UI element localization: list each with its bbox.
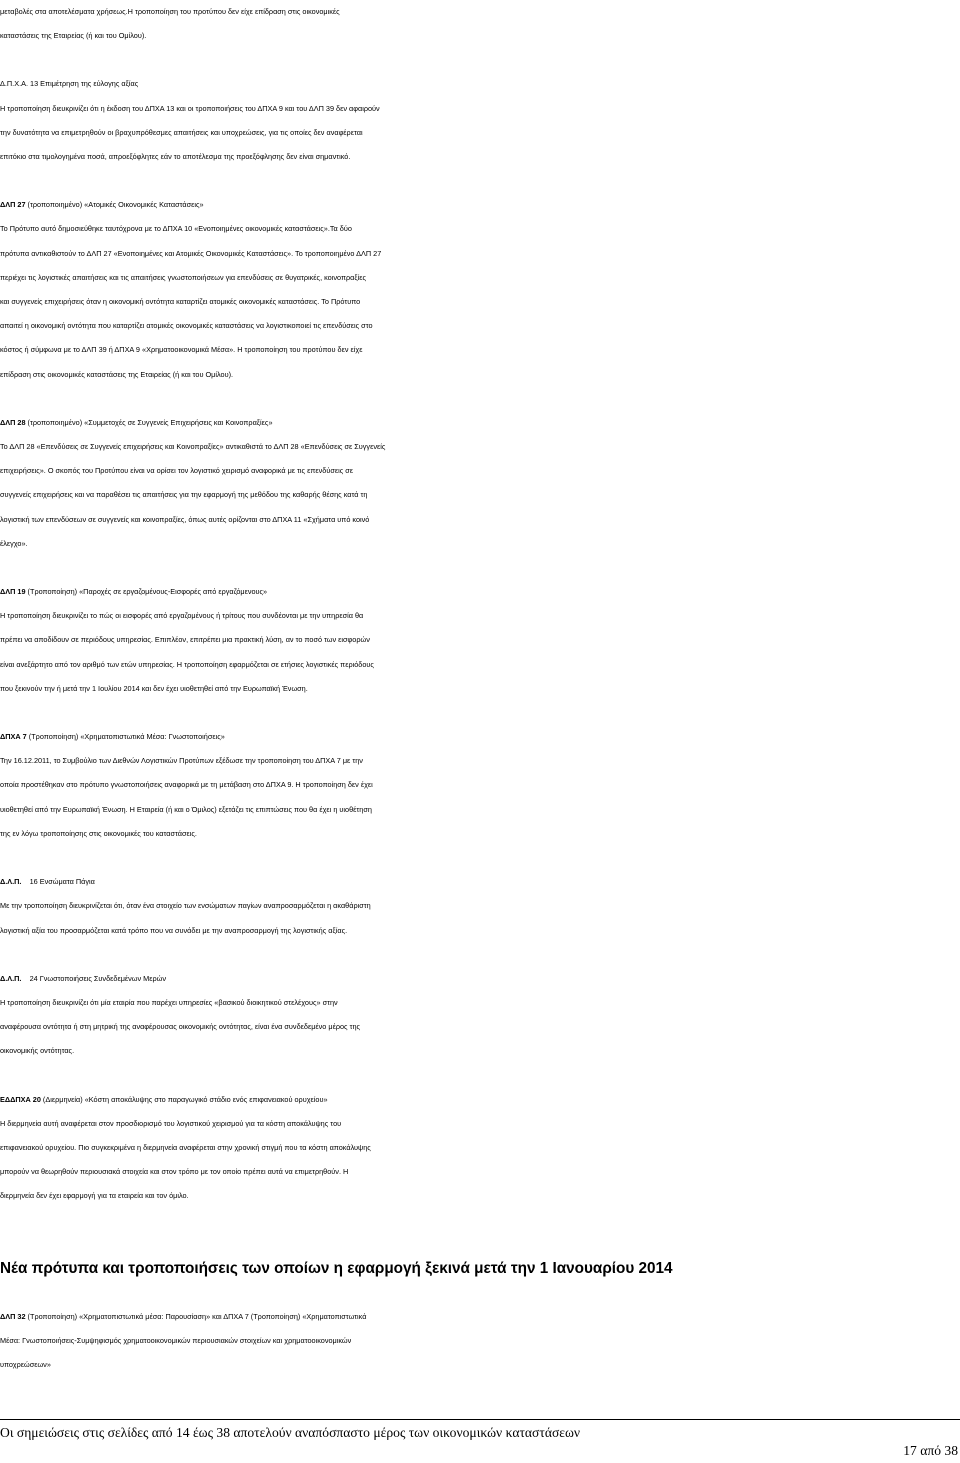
section-edpxa20 — [0, 1088, 960, 1209]
spacer — [0, 846, 960, 870]
text-line: λογιστική αξία του προσαρμόζεται κατά τρόπο που να συνάδει με την αναπροσαρμογή της λογιστικής αξίας. — [0, 925, 348, 935]
section-dlp19 — [0, 580, 960, 701]
spacer — [0, 387, 960, 411]
text-line: και συγγενείς επιχειρήσεις όταν η οικονομική οντότητα καταρτίζει ατομικές οικονομικές καταστάσεις. Το Πρότυπο — [0, 297, 361, 307]
heading-text: (τροποποιημένο) «Ατομικές Οικονομικές Καταστάσεις» — [25, 200, 204, 210]
standard-code: ΕΔΔΠΧΑ 20 — [0, 1094, 41, 1104]
text-line: μπορούν να θεωρηθούν περιουσιακά στοιχεία και στον τρόπο με τον οποίο πρέπει αυτά να επιμετρηθούν. Η — [0, 1167, 349, 1177]
continuation-paragraph — [0, 0, 960, 48]
text-line: την δυνατότητα να επιμετρηθούν οι βραχυπρόθεσμες απαιτήσεις και υποχρεώσεις, για τις οποίες δεν αναφέρεται — [0, 127, 363, 137]
heading-text: (Διερμηνεία) «Κόστη αποκάλυψης στο παραγωγικό στάδιο ενός επιφανειακού ορυχείου» — [40, 1094, 328, 1104]
text-line: υποχρεώσεων» — [0, 1359, 51, 1369]
spacer — [0, 169, 960, 193]
heading-text: (Τροποποίηση) «Χρηματοπιστωτικά μέσα: Παρουσίαση» και ΔΠΧΑ 7 (Τροποποίηση) «Χρηματοπιστωτικά — [25, 1311, 367, 1321]
text-line: Το Πρότυπο αυτό δημοσιεύθηκε ταυτόχρονα με το ΔΠΧΑ 10 «Ενοποιημένες οικονομικές καταστάσεις».Τα δύο — [0, 224, 352, 234]
standard-code: Δ.Λ.Π. — [0, 877, 22, 887]
section-heading — [0, 1088, 960, 1112]
section-dlp32 — [0, 1305, 960, 1378]
text-line: Μέσα: Γνωστοποιήσεις-Συμψηφισμός χρηματοοικονομικών περιουσιακών στοιχείων και χρηματοοικονομικών — [0, 1335, 352, 1345]
text-line: επίδραση στις οικονομικές καταστάσεις της Εταιρείας (ή και του Ομίλου). — [0, 369, 234, 379]
section-heading — [0, 193, 960, 217]
text-line: που ξεκινούν την ή μετά την 1 Ιουλίου 2014 και δεν έχει υιοθετηθεί από την Ευρωπαϊκή Ένωση. — [0, 683, 308, 693]
text-line: επιχειρήσεις». Ο σκοπός του Προτύπου είναι να ορίσει τον λογιστικό χειρισμό αναφορικά με τις επενδύσεις σε — [0, 466, 354, 476]
standard-code: ΔΛΠ 27 — [0, 200, 26, 210]
heading-text: (Τροποποίηση) «Χρηματοπιστωτικά Μέσα: Γνωστοποιήσεις» — [26, 732, 225, 742]
text-line: επιφανειακού ορυχείου. Πιο συγκεκριμένα η διερμηνεία αναφέρεται στην χρονική στιγμή που τα κόστη αποκάλυψης — [0, 1142, 371, 1152]
text-line: καταστάσεις της Εταιρείας (ή και του Ομίλου). — [0, 31, 147, 41]
section-dpxa7 — [0, 725, 960, 846]
text-line: Με την τροποποίηση διευκρινίζεται ότι, όταν ένα στοιχείο των ενσώματων παγίων αναπροσαρμόζεται η ακαθάριστη — [0, 901, 371, 911]
standard-code: Δ.Λ.Π. — [0, 973, 22, 983]
text-line: οποία προστέθηκαν στο πρότυπο γνωστοποιήσεις αναφορικά με τη μετάβαση στο ΔΠΧΑ 9. Η τροποποίηση δεν έχει — [0, 780, 373, 790]
text-line: επιτόκιο στα τιμολογημένα ποσά, απροεξόφλητες εάν το αποτέλεσμα της προεξόφλησης δεν είναι σημαντικό. — [0, 152, 351, 162]
text-line: Η διερμηνεία αυτή αναφέρεται στον προσδιορισμό του λογιστικού χειρισμού για τα κόστη αποκάλυψης του — [0, 1118, 342, 1128]
text-line: Η τροποποίηση διευκρινίζει ότι η έκδοση του ΔΠΧΑ 13 και οι τροποποιήσεις του ΔΠΧΑ 9 και του ΔΛΠ 39 δεν αφαιρούν — [0, 103, 380, 113]
spacer — [0, 1209, 960, 1257]
section-dlp27 — [0, 193, 960, 387]
text-line: πρότυπα αντικαθιστούν το ΔΛΠ 27 «Ενοποιημένες και Ατομικές Οικονομικές Καταστάσεις». Το τροποποιημένο ΔΛΠ 27 — [0, 248, 382, 258]
text-line: απαιτεί η οικονομική οντότητα που καταρτίζει ατομικές οικονομικές καταστάσεις να λογιστικοποιεί τις επενδύσεις στο — [0, 321, 373, 331]
heading-text: (Τροποποίηση) «Παροχές σε εργαζομένους-Εισφορές από εργαζόμενους» — [25, 587, 268, 597]
text-line: πρέπει να αποδίδουν σε περιόδους υπηρεσίας. Επιπλέον, επιτρέπει μια πρακτική λύση, αν το ποσό των εισφορών — [0, 635, 370, 645]
page-number: 17 από 38 — [903, 1443, 958, 1458]
standard-code: ΔΛΠ 28 — [0, 417, 26, 427]
spacer — [0, 943, 960, 967]
text-line: κόστος ή σύμφωνα με το ΔΛΠ 39 ή ΔΠΧΑ 9 «Χρηματοοικονομικά Μέσα». Η τροποποίηση του προτύπου δεν είχε — [0, 345, 363, 355]
section-heading — [0, 967, 960, 991]
footer-divider — [0, 1419, 960, 1420]
text-line: έλεγχο». — [0, 538, 28, 548]
text-line: της εν λόγω τροποποίησης στις οικονομικές του καταστάσεις. — [0, 828, 197, 838]
footer-note: Οι σημειώσεις στις σελίδες από 14 έως 38 αποτελούν αναπόσπαστο μέρος των οικονομικών καταστάσεων — [0, 1425, 581, 1440]
text-line: Η τροποποίηση διευκρινίζει ότι μία εταιρία που παρέχει υπηρεσίες «βασικού διοικητικού στελέχους» στην — [0, 997, 338, 1007]
text-line: Η τροποποίηση διευκρινίζει το πώς οι εισφορές από εργαζομένους ή τρίτους που συνδέονται με την υπηρεσία θα — [0, 611, 364, 621]
text-line: υιοθετηθεί από την Ευρωπαϊκή Ένωση. Η Εταιρεία (ή και ο Όμιλος) εξετάζει τις επιπτώσεις που θα έχει η υιοθέτηση — [0, 804, 372, 814]
section-dpxa13 — [0, 72, 960, 169]
standard-code: ΔΛΠ 19 — [0, 587, 26, 597]
spacer — [0, 48, 960, 72]
text-line: συγγενείς επιχειρήσεις και να παραθέσει τις απαιτήσεις για την εφαρμογή της μεθόδου της καθαρής θέσης κατά τη — [0, 490, 368, 500]
spacer — [0, 701, 960, 725]
text-line: Την 16.12.2011, το Συμβούλιο των Διεθνών Λογιστικών Προτύπων εξέδωσε την τροποποίηση του ΔΠΧΑ 7 με την — [0, 756, 363, 766]
spacer — [0, 556, 960, 580]
standard-code: Δ.Π.Χ.Α. — [0, 79, 28, 89]
section-heading — [0, 870, 960, 894]
section-heading — [0, 725, 960, 749]
text-line: αναφέρουσα οντότητα ή στη μητρική της αναφέρουσας οικονομικής οντότητας, είναι ένα συνδεδεμένο μέρος της — [0, 1022, 361, 1032]
heading-text: 13 Επιμέτρηση της εύλογης αξίας — [28, 79, 139, 89]
spacer — [0, 1064, 960, 1088]
text-line: περιέχει τις λογιστικές απαιτήσεις και τις απαιτήσεις γνωστοποιήσεων για επενδύσεις σε θυγατρικές, κοινοπραξίες — [0, 272, 367, 282]
spacer — [0, 1281, 960, 1305]
text-line: μεταβολές στα αποτελέσματα χρήσεως.Η τροποποίηση του προτύπου δεν είχε επίδραση στις οικονομικές — [0, 7, 340, 16]
section-heading — [0, 580, 960, 604]
text-line: είναι ανεξάρτητο από τον αριθμό των ετών υπηρεσίας. Η τροποποίηση εφαρμόζεται σε ετήσιες λογιστικές περιόδους — [0, 659, 374, 669]
text-line: Το ΔΛΠ 28 «Επενδύσεις σε Συγγενείς επιχειρήσεις και Κοινοπραξίες» αντικαθιστά το ΔΛΠ 28 «Επενδύσεις σε Συγγενείς — [0, 442, 386, 452]
new-standards-title: Νέα πρότυπα και τροποποιήσεις των οποίων η εφαρμογή ξεκινά μετά την 1 Ιανουαρίου 2014 — [0, 1259, 673, 1277]
text-line: διερμηνεία δεν έχει εφαρμογή για τα εταιρεία και τον όμιλο. — [0, 1191, 189, 1201]
section-dlp28 — [0, 411, 960, 556]
standard-code: ΔΠΧΑ 7 — [0, 732, 27, 742]
heading-text: (τροποποιημένο) «Συμμετοχές σε Συγγενείς Επιχειρήσεις και Κοινοπραξίες» — [25, 417, 273, 427]
section-dlp24 — [0, 967, 960, 1064]
standard-code: ΔΛΠ 32 — [0, 1311, 26, 1321]
heading-text: 16 Ενσώματα Πάγια — [21, 877, 95, 887]
text-line: λογιστική των επενδύσεων σε συγγενείς και κοινοπραξίες, όπως αυτές ορίζονται στο ΔΠΧΑ 11 «Σχήματα υπό κοινό — [0, 514, 370, 524]
section-heading — [0, 1305, 960, 1329]
section-heading — [0, 411, 960, 435]
text-line: οικονομικής οντότητας. — [0, 1046, 75, 1056]
heading-text: 24 Γνωστοποιήσεις Συνδεδεμένων Μερών — [21, 973, 166, 983]
section-heading — [0, 72, 960, 96]
section-dlp16 — [0, 870, 960, 943]
